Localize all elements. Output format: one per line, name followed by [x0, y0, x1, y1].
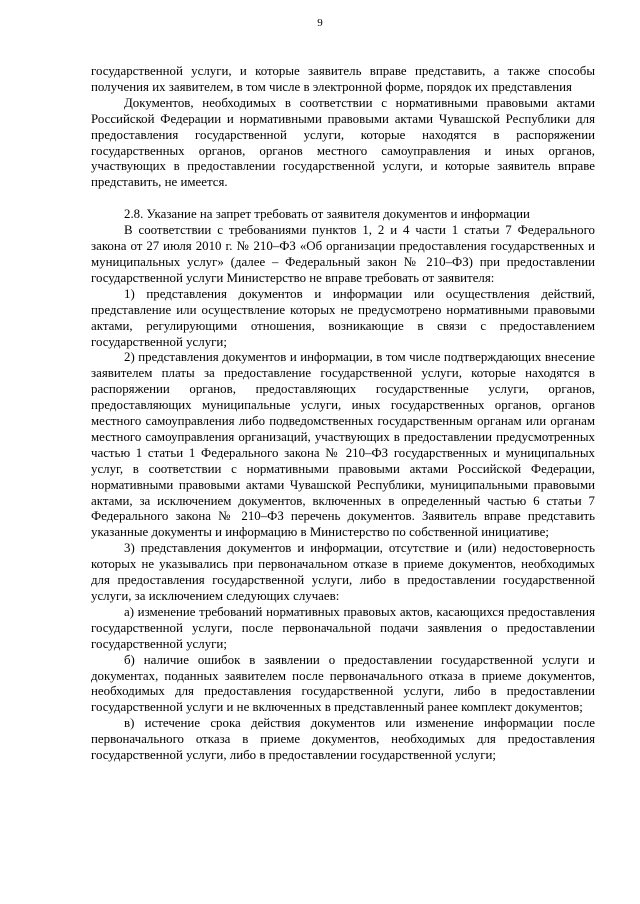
page-number: 9 [317, 17, 323, 29]
paragraph-section-title-continuation: государственной услуги, и которые заявитель вправе представить, а также способы получения их заявителем, в том числе в электронной форме, порядок их представления [91, 64, 595, 94]
list-item-1: 1) представления документов и информации или осуществления действий, представление или осуществление которых не предусмотрено нормативными правовыми актами, регулирующими отношения, возникающие в связи с предоставлением государственной услуги; [91, 286, 595, 349]
sub-item-a: а) изменение требований нормативных правовых актов, касающихся предоставления государственной услуги, после первоначальной подачи заявления о предоставлении государственной услуги; [91, 604, 595, 651]
section-heading-2-8: 2.8. Указание на запрет требовать от заявителя документов и информации [124, 207, 530, 222]
paragraph-requirements: В соответствии с требованиями пунктов 1, 2 и 4 части 1 статьи 7 Федерального закона от 27 июля 2010 г. № 210–ФЗ «Об организации предоставления государственных и муниципальных услуг» (далее – Федеральный закон № 210–ФЗ) при предоставлении государственной услуги Министерство не вправе требовать от заявителя: [91, 223, 595, 285]
paragraph-gap [91, 191, 595, 207]
sub-item-b: б) наличие ошибок в заявлении о предоставлении государственной услуги и документах, поданных заявителем после первоначального отказа в приеме документов, необходимых для предоставления государственной услуги, либо в предоставлении государственной услуги и не включенных в представленный ранее комплект документов; [91, 652, 595, 715]
sub-item-v: в) истечение срока действия документов или изменение информации после первоначального отказа в приеме документов, необходимых для предоставления государственной услуги, либо в предоставлении государственной услуги; [91, 716, 595, 763]
list-item-2: 2) представления документов и информации, в том числе подтверждающих внесение заявителем платы за предоставление государственной услуги, которые находятся в распоряжении органов, предоставляющих государственные услуги, органов, предоставляющих муниципальные услуги, иных государственных органов, органов местного самоуправления либо подведомственных государственным органам или органам местного самоуправления организаций, участвующих в предоставлении предусмотренных частью 1 статьи 1 Федерального закона № 210–ФЗ государственных и муниципальных услуг, в соответствии с нормативными правовыми актами Российской Федерации, нормативными правовыми актами Чувашской Республики, муниципальными правовыми актами, за исключением документов, включенных в определенный частью 6 статьи 7 Федерального закона № 210–ФЗ перечень документов. Заявитель вправе представить указанные документы и информацию в Министерство по собственной инициативе; [91, 350, 595, 540]
paragraph-no-documents: Документов, необходимых в соответствии с нормативными правовыми актами Российской Федерации и нормативными правовыми актами Чувашской Республики для предоставления государственной услуги, которые находятся в распоряжении государственных органов, органов местного самоуправления и иных органов, участвующих в предоставлении государственной услуги, и которые заявитель вправе представить, не имеется. [91, 95, 595, 190]
document-body [91, 64, 595, 764]
list-item-3: 3) представления документов и информации, отсутствие и (или) недостоверность которых не указывались при первоначальном отказе в приеме документов, необходимых для предоставления государственной услуги, либо в предоставлении государственной услуги, за исключением следующих случаев: [91, 541, 595, 603]
